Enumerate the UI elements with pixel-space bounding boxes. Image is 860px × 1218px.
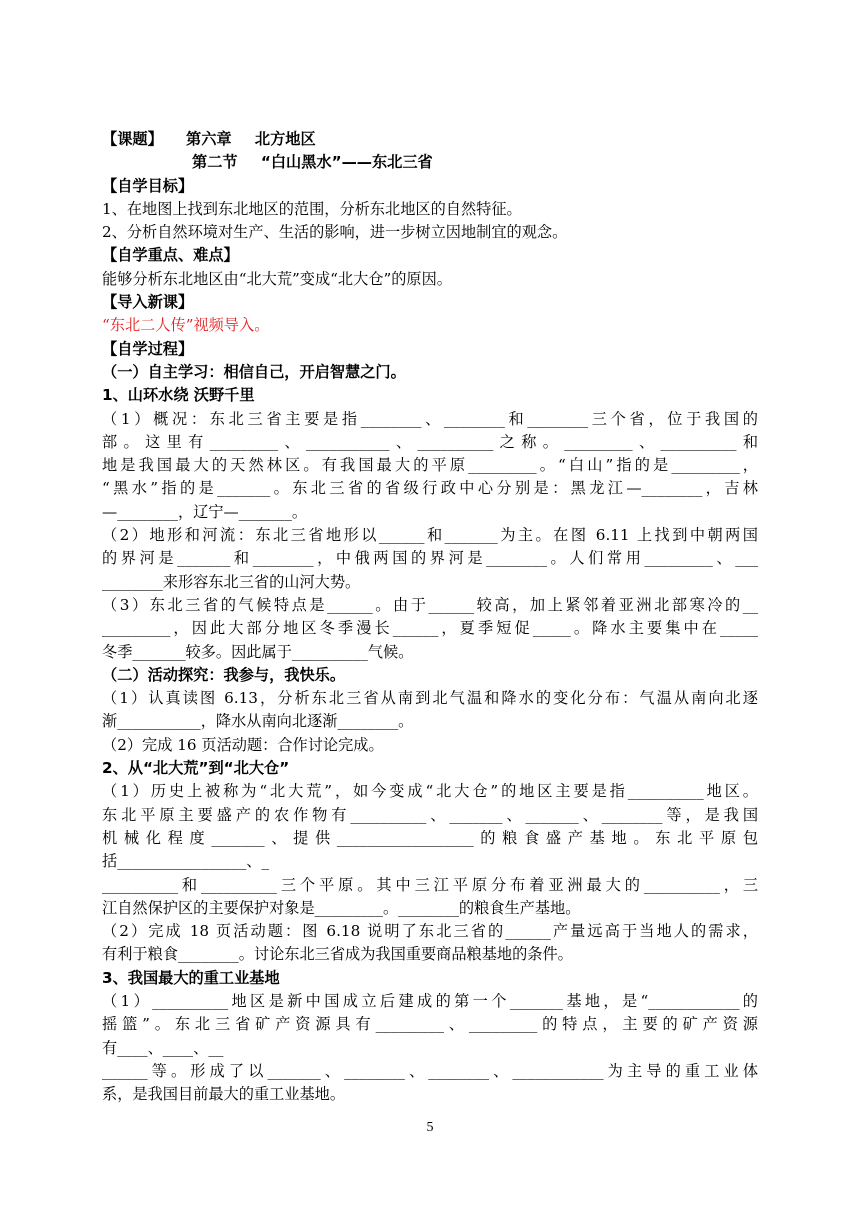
title-line — [102, 128, 758, 151]
text-line: （2）完成 18 页活动题：图 6.18 说明了东北三省的______产量远高于当地人的需求， — [102, 922, 758, 941]
text-line: 渐___________，降水从南向北逐渐________。 — [102, 712, 414, 731]
text-line: 2、从“北大荒”到“北大仓” — [102, 759, 290, 778]
text-line: 机械化程度_______、提供__________________的粮食盛产基地。东北平原包 — [102, 828, 758, 847]
text-line: （2）完成 16 页活动题：合作讨论完成。 — [102, 735, 384, 754]
text-line: 2、分析自然环境对生产、生活的影响，进一步树立因地制宜的观念。 — [102, 223, 568, 242]
section-label: 第二节 — [192, 153, 238, 172]
text-line: 冬季_______较多。因此属于__________气候。 — [102, 642, 414, 661]
text-line: （1）__________地区是新中国成立后建成的第一个_______基地，是“____________的 — [102, 991, 758, 1010]
text-line: ________来形容东北三省的山河大势。 — [102, 572, 361, 591]
text-line: （2）地形和河流：东北三省地形以______和_______为主。在图 6.11 上找到中朝两国 — [102, 526, 758, 545]
text-line: 的界河是_______和________，中俄两国的界河是________。人们常用_________、___ — [102, 549, 758, 568]
text-line: 1、山环水绕 沃野千里 — [102, 386, 255, 405]
content-lines — [102, 175, 758, 1107]
text-line: “东北二人传”视频导入。 — [102, 316, 270, 335]
document-body — [102, 128, 758, 1106]
text-line: 地是我国最大的天然林区。有我国最大的平原_________。“白山”指的是_________， — [102, 456, 758, 475]
text-line: ______等。形成了以_______、________、________、____________为主导的重工业体 — [102, 1061, 758, 1080]
text-line: （1）概况：东北三省主要是指________、________和________三个省，位于我国的 — [102, 409, 758, 428]
text-line: 【自学重点、难点】 — [102, 246, 239, 265]
chapter-label: 第六章 — [186, 130, 232, 148]
text-line: _________，因此大部分地区冬季漫长______，夏季短促_____。降水主要集中在_____ — [102, 619, 758, 638]
text-line: 【自学目标】 — [102, 176, 194, 195]
text-line: —________，辽宁—_______。 — [102, 502, 308, 521]
text-line: 有利于粮食________。讨论东北三省成为我国重要商品粮基地的条件。 — [102, 945, 573, 964]
text-line: 摇篮”。东北三省矿产资源具有_________、_________的特点，主要的矿产资源 — [102, 1015, 758, 1034]
text-line: 系，是我国目前最大的重工业基地。 — [102, 1085, 345, 1104]
text-line: 江自然保护区的主要保护对象是_________。________的粮食生产基地。 — [102, 898, 581, 917]
topic-label: 【课题】 — [102, 130, 163, 148]
chapter-name: 北方地区 — [254, 130, 316, 148]
page-number: 5 — [426, 1120, 434, 1135]
text-line: 东北平原主要盛产的农作物有__________、_______、_______、________等，是我国 — [102, 805, 758, 824]
text-line: “黑水”指的是_______。东北三省的省级行政中心分别是：黑龙江—________，吉林 — [102, 479, 758, 498]
text-line: （1）历史上被称为“北大荒”，如今变成“北大仓”的地区主要是指__________地区。 — [102, 782, 758, 801]
text-line: 能够分析东北地区由“北大荒”变成“北大仓”的原因。 — [102, 269, 452, 288]
text-line: 【自学过程】 — [102, 339, 194, 358]
text-line: 3、我国最大的重工业基地 — [102, 968, 280, 987]
text-line: （二）活动探究：我参与，我快乐。 — [102, 665, 345, 684]
section-name: “白山黑水”——东北三省 — [260, 153, 433, 172]
text-line: 部。这里有_________、___________、__________之称。_________、__________和 — [102, 432, 758, 451]
text-line: 1、在地图上找到东北地区的范围，分析东北地区的自然特征。 — [102, 199, 522, 218]
subtitle-line — [102, 151, 758, 174]
text-line: 有____、____、__ — [102, 1038, 224, 1057]
text-line: 括_________________、_ — [102, 852, 270, 871]
text-line: __________和__________三个平原。其中三江平原分布着亚洲最大的__________，三 — [102, 875, 758, 894]
text-line: （一）自主学习：相信自己，开启智慧之门。 — [102, 362, 406, 381]
text-line: （1）认真读图 6.13，分析东北三省从南到北气温和降水的变化分布：气温从南向北逐 — [102, 689, 758, 708]
text-line: 【导入新课】 — [102, 293, 194, 312]
text-line: （3）东北三省的气候特点是______。由于______较高，加上紧邻着亚洲北部寒冷的__ — [102, 595, 758, 614]
